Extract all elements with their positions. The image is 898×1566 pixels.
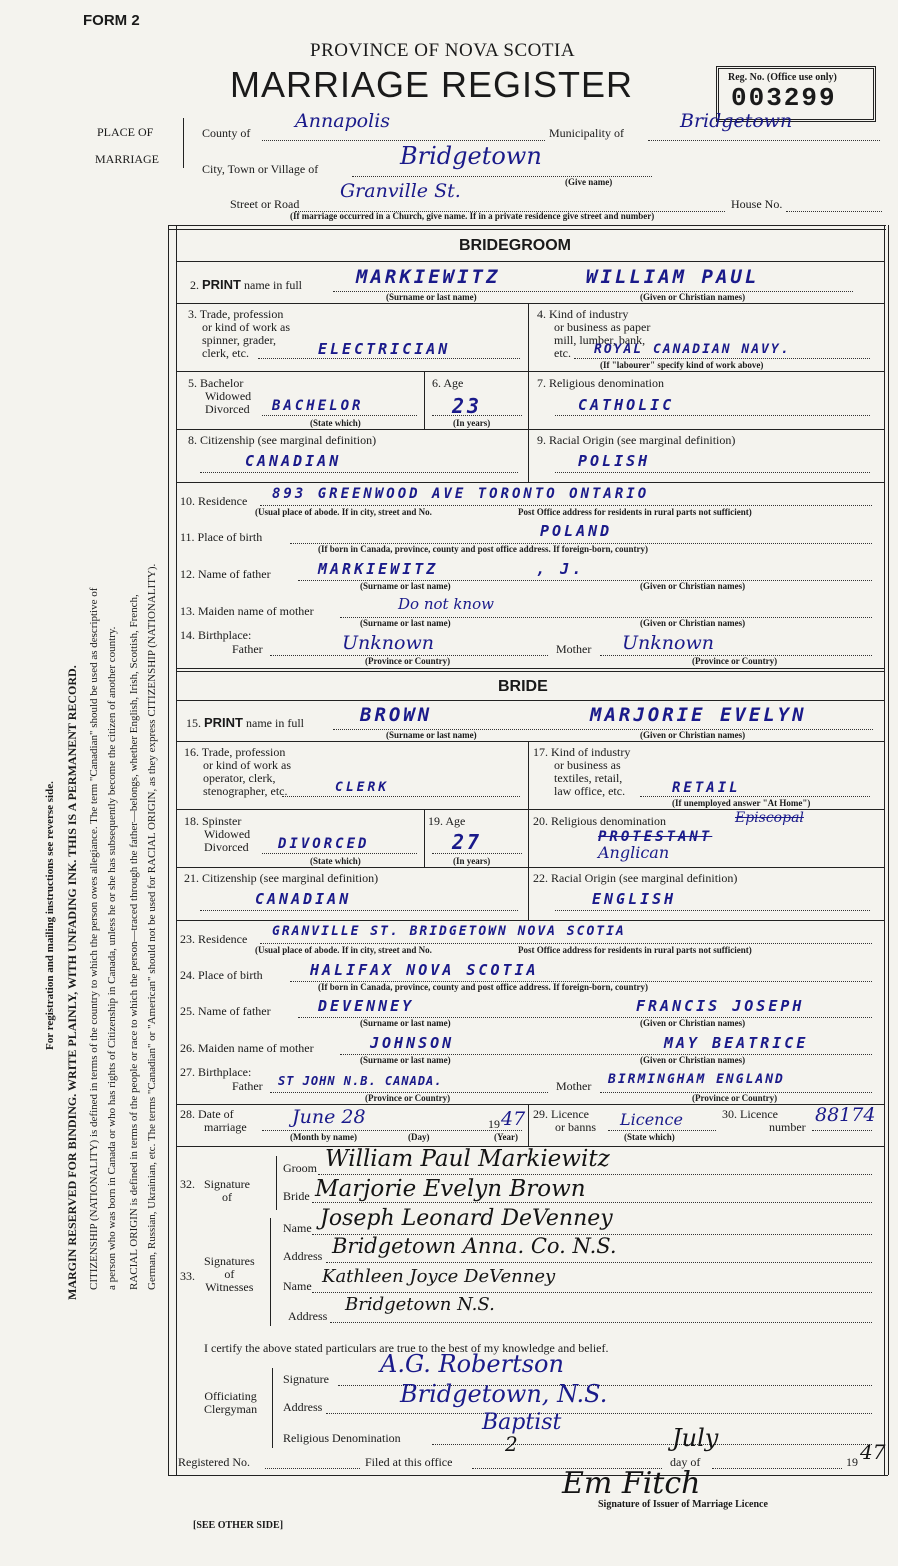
bride-father-surname-caption: (Surname or last name) <box>360 1018 451 1028</box>
groom-trade-label: 3. Trade, profession or kind of work as spinner, grader, clerk, etc. <box>188 307 290 360</box>
bride-residence: GRANVILLE ST. BRIDGETOWN NOVA SCOTIA <box>272 924 626 939</box>
bride-father-given: FRANCIS JOSEPH <box>636 997 805 1015</box>
w2-name: Kathleen Joyce DeVenney <box>322 1266 556 1287</box>
groom-trade: ELECTRICIAN <box>318 340 451 358</box>
groom-mother-label: 13. Maiden name of mother <box>180 604 314 618</box>
bride-surname: BROWN <box>360 704 433 726</box>
bride-mother-given: MAY BEATRICE <box>664 1034 809 1052</box>
bride-birth-caption: (If born in Canada, province, county and post office address. If foreign-born, country) <box>318 982 649 992</box>
groom-age-label: 6. Age <box>432 376 464 390</box>
groom-signature: William Paul Markiewitz <box>325 1146 610 1172</box>
margin-racial-2: German, Russian, Ukrainian, etc. The terms "Canadian" or "American" should not be used for RACIAL ORIGIN, as they express CITIZENSHIP (NATIONALITY). <box>146 563 158 1290</box>
bride-industry-label: 17. Kind of industry or business as textiles, retail, law office, etc. <box>533 745 631 798</box>
filed-day: 2 <box>505 1432 518 1456</box>
bride-given: MARJORIE EVELYN <box>590 704 807 726</box>
groom-mother-bp-caption: (Province or Country) <box>692 656 778 666</box>
county-value: Annapolis <box>295 110 391 132</box>
bride-citizenship-label: 21. Citizenship (see marginal definition) <box>184 871 379 885</box>
groom-residence: 893 GREENWOOD AVE TORONTO ONTARIO <box>272 486 650 502</box>
licence-number-label: 30. Licence number <box>722 1107 806 1134</box>
bride-religion-label: 20. Religious denomination <box>533 814 666 828</box>
filed-month: July <box>672 1424 719 1452</box>
bride-status-label: 18. Spinster Widowed Divorced <box>184 814 251 854</box>
groom-name-label <box>190 278 302 292</box>
groom-status: BACHELOR <box>272 398 364 414</box>
clergy-label: Officiating Clergyman <box>204 1389 258 1416</box>
filed-year-prefix: 19 <box>846 1455 858 1469</box>
marriage-year: 47 <box>501 1108 526 1130</box>
see-other-side: [SEE OTHER SIDE] <box>193 1520 284 1531</box>
licence-caption: (State which) <box>624 1132 675 1142</box>
bride-birthplace-label: 27. Birthplace: <box>180 1065 252 1079</box>
clergy-address: Bridgetown, N.S. <box>400 1380 608 1408</box>
w1-name: Joseph Leonard DeVenney <box>320 1206 613 1231</box>
city-caption: (Give name) <box>565 177 613 187</box>
marriage-date-label: 28. Date of marriage <box>180 1107 247 1134</box>
bride-industry: RETAIL <box>672 780 741 796</box>
signature-label: Signature of <box>204 1177 250 1204</box>
bride-birth-label: 24. Place of birth <box>180 968 263 982</box>
street-label: Street or Road <box>230 197 300 211</box>
groom-father-bp-caption: (Province or Country) <box>365 656 451 666</box>
clergy-denomination-label: Religious Denomination <box>283 1431 401 1445</box>
groom-name-print: PRINT <box>202 277 241 292</box>
clergy-signature-label: Signature <box>283 1372 329 1386</box>
bride-age-label: 19. Age <box>428 814 466 828</box>
bride-mother-bp: BIRMINGHAM ENGLAND <box>608 1072 785 1087</box>
groom-mother-surname-caption: (Surname or last name) <box>360 618 451 628</box>
groom-industry-label: 4. Kind of industry or business as paper mill, lumber, bank, etc. <box>537 307 651 360</box>
groom-mother-bp: Unknown <box>622 632 714 654</box>
bride-name-label: 15. PRINT name in full <box>186 715 304 730</box>
marriage-day-caption: (Day) <box>408 1132 430 1142</box>
issuer-signature: Em Fitch <box>562 1466 701 1501</box>
bride-surname-caption: (Surname or last name) <box>386 730 477 740</box>
marriage-month-day: June 28 <box>292 1106 366 1128</box>
bride-racial: ENGLISH <box>592 890 677 908</box>
reg-number-label: Reg. No. (Office use only) <box>728 72 837 83</box>
groom-age-caption: (In years) <box>453 418 491 428</box>
groom-father-given: , J. <box>536 560 585 578</box>
licence-label: 29. Licence or banns <box>533 1107 596 1134</box>
groom-name-num: 2. <box>190 278 199 292</box>
groom-industry: ROYAL CANADIAN NAVY. <box>594 342 791 357</box>
clergy-address-label: Address <box>283 1400 323 1414</box>
bride-status-caption: (State which) <box>310 856 361 866</box>
bride-mother-given-caption: (Given or Christian names) <box>640 1055 746 1065</box>
house-label: House No. <box>731 197 783 211</box>
filed-day-label: day of <box>670 1455 701 1469</box>
bride-religion: Anglican <box>598 843 670 862</box>
groom-given: WILLIAM PAUL <box>586 266 760 288</box>
licence-number: 88174 <box>815 1104 876 1126</box>
groom-status-caption: (State which) <box>310 418 361 428</box>
form-number: FORM 2 <box>83 12 140 29</box>
filed-label: Filed at this office <box>365 1455 453 1469</box>
groom-name-rest: name in full <box>244 278 302 292</box>
registered-label: Registered No. <box>178 1455 250 1469</box>
groom-status-label: 5. Bachelor Widowed Divorced <box>188 376 252 416</box>
w1-address: Bridgetown Anna. Co. N.S. <box>332 1234 617 1258</box>
bride-father-bp-caption: (Province or Country) <box>365 1093 451 1103</box>
marriage-year-prefix: 19 <box>488 1117 500 1131</box>
bride-father-label: 25. Name of father <box>180 1004 271 1018</box>
reg-number: 003299 <box>731 83 837 113</box>
bride-mother-surname: JOHNSON <box>370 1034 455 1052</box>
groom-citizenship: CANADIAN <box>245 452 342 470</box>
bride-father-given-caption: (Given or Christian names) <box>640 1018 746 1028</box>
bride-industry-caption: (If unemployed answer "At Home") <box>672 798 811 808</box>
bride-sig-label: Bride <box>283 1189 310 1203</box>
bride-mother-label: 26. Maiden name of mother <box>180 1041 314 1055</box>
w2-address-label: Address <box>288 1309 328 1323</box>
groom-sig-label: Groom <box>283 1161 317 1175</box>
groom-birthplace-label: 14. Birthplace: <box>180 628 252 642</box>
groom-birth-label: 11. Place of birth <box>180 530 263 544</box>
bride-religion-struck-1: Episcopal <box>735 810 804 826</box>
groom-given-caption: (Given or Christian names) <box>640 292 746 302</box>
bride-citizenship: CANADIAN <box>255 890 352 908</box>
bride-heading: BRIDE <box>498 678 548 695</box>
groom-residence-caption-2: Post Office address for residents in rural parts not sufficient) <box>518 507 752 517</box>
place-heading-1: PLACE OF <box>97 125 154 139</box>
marriage-month-caption: (Month by name) <box>290 1132 357 1142</box>
groom-religion: CATHOLIC <box>578 396 675 414</box>
bride-father-surname: DEVENNEY <box>318 997 415 1015</box>
marriage-year-caption: (Year) <box>494 1132 518 1142</box>
licence-type: Licence <box>620 1110 683 1129</box>
bride-trade: CLERK <box>335 780 390 795</box>
church-note: (If marriage occurred in a Church, give name. If in a private residence give street and number) <box>290 211 655 221</box>
county-label: County of <box>202 126 251 140</box>
w1-address-label: Address <box>283 1249 323 1263</box>
groom-racial-label: 9. Racial Origin (see marginal definition) <box>537 433 736 447</box>
groom-mother: Do not know <box>398 595 494 613</box>
w2-name-label: Name <box>283 1279 312 1293</box>
w1-name-label: Name <box>283 1221 312 1235</box>
filed-year: 47 <box>860 1440 886 1464</box>
groom-citizenship-label: 8. Citizenship (see marginal definition) <box>188 433 377 447</box>
margin-citizenship-2: a person who was born in Canada or who has rights of Citizenship in Canada, unless he or she has subsequently become the citizen of another country. <box>106 626 118 1290</box>
city-value: Bridgetown <box>400 142 542 170</box>
groom-surname: MARKIEWITZ <box>356 266 501 288</box>
bride-signature: Marjorie Evelyn Brown <box>315 1176 586 1202</box>
bridegroom-heading: BRIDEGROOM <box>459 237 571 254</box>
bride-religion-struck-2: PROTESTANT <box>598 829 713 845</box>
bride-trade-label: 16. Trade, profession or kind of work as operator, clerk, stenographer, etc. <box>184 745 291 798</box>
municipality-value: Bridgetown <box>680 110 793 132</box>
witness-num: 33. <box>180 1269 195 1283</box>
bride-mother-surname-caption: (Surname or last name) <box>360 1055 451 1065</box>
signature-num: 32. <box>180 1177 195 1191</box>
groom-father-surname: MARKIEWITZ <box>318 560 439 578</box>
groom-residence-label: 10. Residence <box>180 494 248 508</box>
groom-industry-caption: (If "labourer" specify kind of work above) <box>600 360 764 370</box>
w2-address: Bridgetown N.S. <box>345 1294 495 1315</box>
issuer-caption: Signature of Issuer of Marriage Licence <box>598 1499 768 1510</box>
groom-father-bp-label: Father <box>232 642 263 656</box>
page-title: MARRIAGE REGISTER <box>230 64 634 105</box>
groom-residence-caption-1: (Usual place of abode. If in city, street and No. <box>255 507 432 517</box>
groom-racial: POLISH <box>578 452 651 470</box>
bride-racial-label: 22. Racial Origin (see marginal definition) <box>533 871 738 885</box>
groom-father-surname-caption: (Surname or last name) <box>360 581 451 591</box>
margin-instructions: For registration and mailing instructions see reverse side. <box>44 781 56 1050</box>
groom-father-given-caption: (Given or Christian names) <box>640 581 746 591</box>
bride-residence-caption-2: Post Office address for residents in rural parts not sufficient) <box>518 945 752 955</box>
bride-given-caption: (Given or Christian names) <box>640 730 746 740</box>
margin-racial-1: RACIAL ORIGIN is defined in terms of the people or race to which the person—traced through the father—belongs, whether English, Irish, Scottish, French, <box>128 594 140 1290</box>
bride-age-caption: (In years) <box>453 856 491 866</box>
municipality-label: Municipality of <box>549 126 624 140</box>
groom-father-bp: Unknown <box>342 632 434 654</box>
groom-surname-caption: (Surname or last name) <box>386 292 477 302</box>
bride-residence-label: 23. Residence <box>180 932 248 946</box>
groom-mother-given-caption: (Given or Christian names) <box>640 618 746 628</box>
bride-status: DIVORCED <box>278 836 370 852</box>
groom-birth: POLAND <box>540 522 613 540</box>
place-heading-2: MARRIAGE <box>95 152 160 166</box>
margin-binding-note: MARGIN RESERVED FOR BINDING. WRITE PLAINLY, WITH UNFADING INK. THIS IS A PERMANENT RECORD. <box>65 665 79 1300</box>
street-value: Granville St. <box>340 180 461 202</box>
bride-father-bp-label: Father <box>232 1079 263 1093</box>
groom-birth-caption: (If born in Canada, province, county and post office address. If foreign-born, country) <box>318 544 649 554</box>
groom-father-label: 12. Name of father <box>180 567 271 581</box>
bride-residence-caption-1: (Usual place of abode. If in city, street and No. <box>255 945 432 955</box>
groom-age: 23 <box>452 394 483 418</box>
bride-mother-bp-label: Mother <box>556 1079 592 1093</box>
margin-citizenship-1: CITIZENSHIP (NATIONALITY) is defined in terms of the country to which the person owes allegiance. The term "Canadian" should be used as descriptive of <box>88 587 100 1290</box>
witness-label: Signatures of Witnesses <box>204 1254 255 1294</box>
bride-birth: HALIFAX NOVA SCOTIA <box>310 961 539 979</box>
city-label: City, Town or Village of <box>202 162 319 176</box>
certification-text: I certify the above stated particulars are true to the best of my knowledge and belief. <box>204 1341 609 1355</box>
clergy-denomination: Baptist <box>482 1410 562 1435</box>
province-heading: PROVINCE OF NOVA SCOTIA <box>310 40 576 61</box>
clergy-signature: A.G. Robertson <box>380 1350 564 1378</box>
bride-father-bp: ST JOHN N.B. CANADA. <box>278 1074 443 1088</box>
groom-mother-bp-label: Mother <box>556 642 592 656</box>
bride-mother-bp-caption: (Province or Country) <box>692 1093 778 1103</box>
bride-age: 27 <box>452 830 483 854</box>
groom-religion-label: 7. Religious denomination <box>537 376 664 390</box>
